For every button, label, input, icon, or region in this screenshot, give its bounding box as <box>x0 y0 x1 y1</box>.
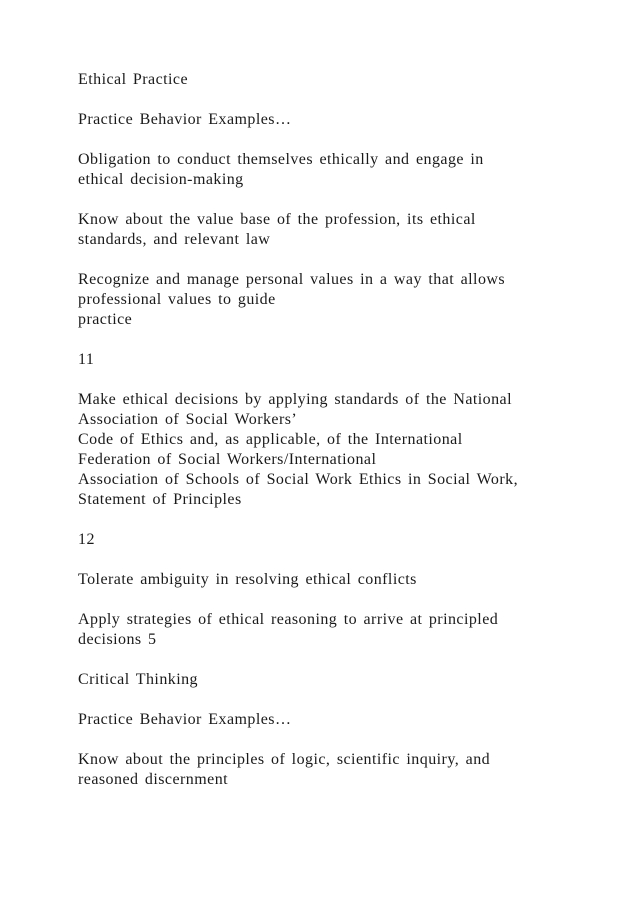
paragraph-obligation <box>78 150 618 190</box>
paragraph-ethical-reasoning <box>78 610 618 650</box>
text-line: professional values to guide <box>78 291 276 308</box>
paragraph-personal-values <box>78 270 618 330</box>
text-line: Recognize and manage personal values in a way that allows <box>78 271 506 288</box>
text-line: ethical decision-making <box>78 171 244 188</box>
text-line: Obligation to conduct themselves ethically and engage in <box>78 151 484 168</box>
document-page <box>78 70 618 810</box>
practice-behavior-label <box>78 710 618 730</box>
paragraph-tolerate-ambiguity <box>78 570 618 590</box>
paragraph-logic-inquiry <box>78 750 618 790</box>
text-line: Association of Social Workers’ <box>78 411 298 428</box>
text-line: reasoned discernment <box>78 771 229 788</box>
page-number-12 <box>78 530 618 550</box>
text-line: Association of Schools of Social Work Ethics in Social Work, <box>78 471 519 488</box>
text-line: Federation of Social Workers/International <box>78 451 377 468</box>
text-line: Tolerate ambiguity in resolving ethical conflicts <box>78 571 417 588</box>
text-line: Know about the principles of logic, scientific inquiry, and <box>78 751 491 768</box>
text-line: 11 <box>78 351 95 368</box>
text-line: Make ethical decisions by applying standards of the National <box>78 391 513 408</box>
text-line: practice <box>78 311 133 328</box>
paragraph-ethical-decisions <box>78 390 618 510</box>
section-heading-critical-thinking <box>78 670 618 690</box>
section-heading-ethical-practice <box>78 70 618 90</box>
practice-behavior-label <box>78 110 618 130</box>
paragraph-value-base <box>78 210 618 250</box>
text-line: Statement of Principles <box>78 491 242 508</box>
text-line: Apply strategies of ethical reasoning to arrive at principled <box>78 611 499 628</box>
text-line: Code of Ethics and, as applicable, of the International <box>78 431 463 448</box>
text-line: decisions 5 <box>78 631 157 648</box>
text-line: Know about the value base of the profession, its ethical <box>78 211 476 228</box>
text-line: Practice Behavior Examples… <box>78 111 292 128</box>
text-line: Practice Behavior Examples… <box>78 711 292 728</box>
text-line: Critical Thinking <box>78 671 199 688</box>
page-number-11 <box>78 350 618 370</box>
text-line: 12 <box>78 531 95 548</box>
text-line: Ethical Practice <box>78 71 189 88</box>
text-line: standards, and relevant law <box>78 231 271 248</box>
